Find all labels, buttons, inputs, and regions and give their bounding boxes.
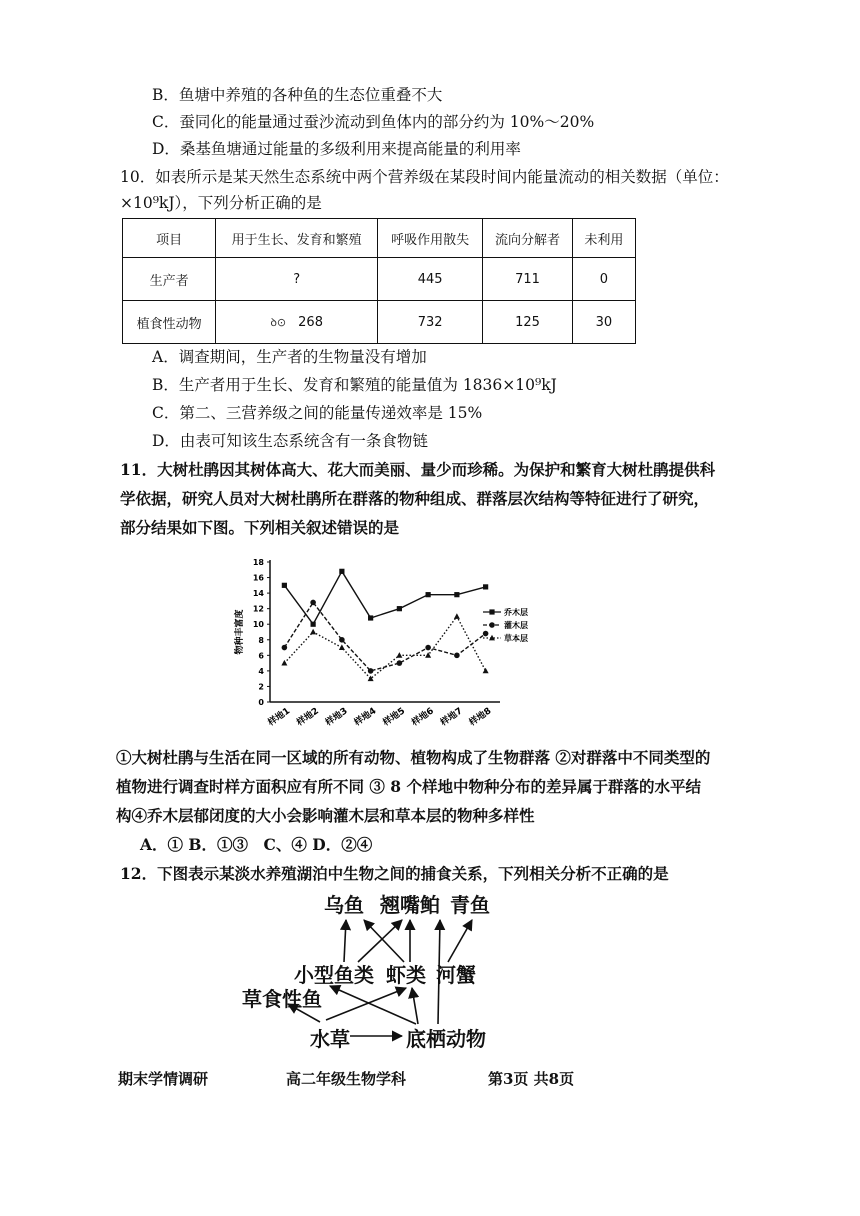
x-tick-label: 样地6 bbox=[410, 706, 436, 729]
node-hexie: 河蟹 bbox=[436, 965, 476, 987]
chart-legend bbox=[483, 607, 528, 643]
x-tick-label: 样地8 bbox=[467, 706, 494, 729]
data-point bbox=[311, 622, 316, 627]
y-axis-label: 物种丰富度 bbox=[235, 609, 245, 655]
table-row bbox=[123, 258, 636, 301]
y-tick-label: 14 bbox=[252, 589, 264, 599]
data-point bbox=[454, 613, 460, 619]
footer-subject: 高二年级生物学科 bbox=[286, 1070, 407, 1088]
q10-option-b: B．生产者用于生长、发育和繁殖的能量值为 1836×10⁹kJ bbox=[152, 376, 557, 394]
table-header-row bbox=[123, 219, 636, 258]
y-tick-label: 0 bbox=[258, 698, 264, 707]
table-cell: 125 bbox=[483, 301, 572, 344]
table-row bbox=[123, 301, 636, 344]
x-tick-label: 样地2 bbox=[295, 706, 321, 729]
y-tick-label: 4 bbox=[258, 666, 264, 676]
legend-label: 灌木层 bbox=[504, 621, 528, 630]
data-point bbox=[339, 637, 345, 643]
species-richness-chart bbox=[228, 552, 528, 742]
data-point bbox=[368, 668, 374, 674]
q11-statement-line1: ①大树杜鹃与生活在同一区域的所有动物、植物构成了生物群落 ②对群落中不同类型的 bbox=[116, 748, 711, 767]
arrow-xiaoxing-weizuibo bbox=[358, 920, 402, 962]
chart-axes bbox=[233, 558, 500, 729]
arrow-shuicao-xialei bbox=[326, 988, 406, 1020]
q10-stem-line1: 10．如表所示是某天然生态系统中两个营养级在某段时间内能量流动的相关数据（单位： bbox=[120, 168, 729, 186]
q10-option-d: D．由表可知该生态系统含有一条食物链 bbox=[152, 432, 428, 450]
data-point bbox=[282, 645, 288, 651]
data-point bbox=[368, 615, 373, 620]
table-cell: ? bbox=[216, 258, 378, 301]
food-web-diagram bbox=[238, 890, 498, 1058]
x-tick-label: 样地7 bbox=[438, 706, 465, 729]
node-qingyu: 青鱼 bbox=[450, 895, 490, 917]
q10-option-c: C．第二、三营养级之间的能量传递效率是 15% bbox=[152, 404, 483, 422]
table-header-cell: 用于生长、发育和繁殖 bbox=[216, 219, 378, 258]
data-point bbox=[425, 645, 431, 651]
data-point bbox=[281, 660, 287, 666]
arrow-diqi-xiaoxing bbox=[330, 986, 416, 1024]
table-cell: 711 bbox=[483, 258, 572, 301]
q11-stem-line2: 学依据，研究人员对大树杜鹃所在群落的物种组成、群落层次结构等特征进行了研究， bbox=[120, 489, 710, 508]
q10-stem-line2: ×10⁹kJ），下列分析正确的是 bbox=[120, 194, 322, 212]
q11-options: A．① B．①③ C、④ D．②④ bbox=[140, 835, 373, 854]
data-point bbox=[489, 609, 494, 614]
data-point bbox=[483, 584, 488, 589]
table-cell: 732 bbox=[377, 301, 482, 344]
node-shuicao: 水草 bbox=[310, 1029, 350, 1051]
data-point bbox=[489, 622, 495, 628]
table-cell: 植食性动物 bbox=[123, 301, 216, 344]
table-cell-value: 268 bbox=[298, 314, 323, 330]
table-header-cell: 流向分解者 bbox=[483, 219, 572, 258]
y-tick-label: 2 bbox=[258, 682, 264, 692]
y-tick-label: 12 bbox=[252, 604, 264, 614]
legend-label: 乔木层 bbox=[504, 608, 528, 617]
table-cell: 30 bbox=[572, 301, 635, 344]
x-tick-label: 样地5 bbox=[381, 706, 408, 729]
arrow-diqi-xialei bbox=[412, 988, 418, 1024]
node-diqi: 底栖动物 bbox=[406, 1029, 486, 1051]
table-cell: 445 bbox=[377, 258, 482, 301]
data-point bbox=[397, 660, 403, 666]
table-cell: 生产者 bbox=[123, 258, 216, 301]
node-xialei: 虾类 bbox=[386, 965, 426, 987]
data-point bbox=[282, 583, 287, 588]
legend-label: 草本层 bbox=[504, 634, 528, 643]
data-point bbox=[339, 569, 344, 574]
data-point bbox=[397, 606, 402, 611]
pen-mark: ꝺ⊙ bbox=[270, 315, 287, 329]
x-tick-label: 样地3 bbox=[323, 706, 350, 729]
arrow-xialei-wuyu bbox=[364, 920, 404, 962]
data-point bbox=[310, 629, 316, 635]
data-point bbox=[454, 653, 460, 659]
y-tick-label: 8 bbox=[258, 635, 264, 645]
q11-stem-line3: 部分结果如下图。下列相关叙述错误的是 bbox=[120, 518, 400, 537]
table-header-cell: 项目 bbox=[123, 219, 216, 258]
data-point bbox=[310, 600, 316, 606]
node-xiaoxing: 小型鱼类 bbox=[294, 965, 374, 987]
q9-option-c: C．蚕同化的能量通过蚕沙流动到鱼体内的部分约为 10%～20% bbox=[152, 113, 595, 131]
x-tick-label: 样地1 bbox=[266, 706, 293, 729]
footer-exam-name: 期末学情调研 bbox=[118, 1070, 209, 1088]
node-caoshi: 草食性鱼 bbox=[242, 989, 322, 1011]
data-point bbox=[483, 631, 489, 637]
node-weizuibo: 翘嘴鲌 bbox=[380, 895, 440, 917]
x-tick-label: 样地4 bbox=[352, 706, 379, 729]
y-tick-label: 16 bbox=[252, 573, 264, 583]
node-wuyu: 乌鱼 bbox=[324, 895, 364, 917]
q9-option-d: D．桑基鱼塘通过能量的多级利用来提高能量的利用率 bbox=[152, 140, 521, 158]
table-header-cell: 未利用 bbox=[572, 219, 635, 258]
data-point bbox=[339, 644, 345, 650]
data-point bbox=[368, 675, 374, 681]
table-cell bbox=[216, 301, 378, 344]
table-cell: 0 bbox=[572, 258, 635, 301]
q11-statement-line3: 构④乔木层郁闭度的大小会影响灌木层和草本层的物种多样性 bbox=[116, 806, 535, 825]
arrow-xiaoxing-wuyu bbox=[344, 920, 346, 962]
q9-option-b: B．鱼塘中养殖的各种鱼的生态位重叠不大 bbox=[152, 86, 443, 104]
data-point bbox=[396, 652, 402, 658]
data-point bbox=[426, 592, 431, 597]
y-tick-label: 10 bbox=[252, 620, 264, 630]
q11-statement-line2: 植物进行调查时样方面积应有所不同 ③ 8 个样地中物种分布的差异属于群落的水平结 bbox=[116, 777, 701, 796]
q12-stem: 12．下图表示某淡水养殖湖泊中生物之间的捕食关系，下列相关分析不正确的是 bbox=[120, 864, 669, 883]
y-tick-label: 18 bbox=[252, 558, 264, 567]
chart-series-group bbox=[281, 569, 488, 681]
y-tick-label: 6 bbox=[258, 651, 264, 661]
q10-option-a: A．调查期间，生产者的生物量没有增加 bbox=[152, 348, 427, 366]
food-web-labels bbox=[242, 893, 490, 1051]
arrow-hexie-qingyu bbox=[448, 920, 472, 962]
table-header-cell: 呼吸作用散失 bbox=[377, 219, 482, 258]
energy-flow-table bbox=[122, 218, 636, 344]
data-point bbox=[454, 592, 459, 597]
footer-page-number: 第3页 共8页 bbox=[488, 1070, 575, 1088]
data-point bbox=[483, 668, 489, 674]
q11-stem-line1: 11．大树杜鹃因其树体高大、花大而美丽、量少而珍稀。为保护和繁育大树杜鹃提供科 bbox=[120, 460, 716, 479]
